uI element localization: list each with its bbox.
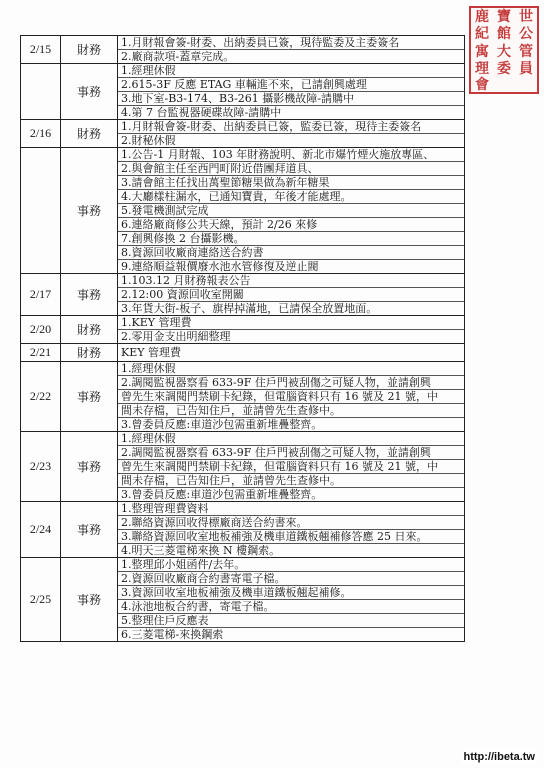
- table-row: [21, 362, 465, 432]
- item-line: 4.大廳樣柱漏水，已通知寶貴，年後才能處理。: [118, 190, 464, 204]
- category-cell: 財務: [61, 36, 118, 64]
- stamp-glyph: 員: [519, 61, 533, 78]
- item-line: 4.第 7 台監視器硬碟故障-請購中: [121, 106, 282, 119]
- table-row: [21, 316, 465, 344]
- item-line: 3.聯絡資源回收室地板補強及機車道鐵板翹補修答應 25 日來。: [118, 530, 464, 544]
- table-row: [21, 432, 465, 502]
- category-cell: 事務: [61, 502, 118, 558]
- item-line: 3.地下室-B3-174、B3-261 攝影機故障-請購中: [118, 92, 464, 106]
- items-cell: [118, 502, 465, 558]
- items-cell: [118, 344, 465, 362]
- item-line: 8.資源回收廠商連絡送合約書: [118, 246, 464, 260]
- date-cell: 2/21: [21, 344, 61, 362]
- category-cell: 事務: [61, 432, 118, 502]
- item-line: KEY 管理費: [121, 346, 182, 359]
- stamp-glyph: 理: [475, 61, 489, 78]
- date-cell: 2/17: [21, 274, 61, 316]
- date-cell: 2/24: [21, 502, 61, 558]
- table-row: [21, 148, 465, 274]
- stamp-glyph: 寶: [497, 8, 511, 25]
- category-cell: 事務: [61, 64, 118, 120]
- category-cell: 事務: [61, 362, 118, 432]
- item-line: 2.調閱監視器察看 633-9F 住戶門被刮傷之可疑人物，並請創興: [118, 446, 464, 460]
- items-cell: [118, 120, 465, 148]
- category-cell: 財務: [61, 120, 118, 148]
- item-line: 2.調閱監視器察看 633-9F 住戶門被刮傷之可疑人物，並請創興: [118, 376, 464, 390]
- items-cell: [118, 64, 465, 120]
- table-row: [21, 64, 465, 120]
- item-line: 曾先生來調閱門禁刷卡紀錄，但電腦資料只有 16 號及 21 號，中: [118, 460, 464, 474]
- table-row: [21, 120, 465, 148]
- date-cell: [21, 64, 61, 120]
- item-line: 間未存檔，已告知住戶，並請曾先生查修中。: [118, 404, 464, 418]
- item-line: 2.12:00 資源回收室開關: [118, 288, 464, 302]
- stamp-glyph: 寓: [475, 43, 489, 60]
- item-line: 2.廠商款項-蓋章完成。: [121, 50, 235, 63]
- item-line: 1.103.12 月財務報表公告: [118, 274, 464, 288]
- item-line: 1.經理休假: [118, 64, 464, 78]
- item-line: 6.三菱電梯-來換鋼索: [121, 628, 224, 641]
- item-line: 曾先生來調閱門禁刷卡紀錄，但電腦資料只有 16 號及 21 號，中: [118, 390, 464, 404]
- item-line: 2.615-3F 反應 ETAG 車輛進不來，已請創興處理: [118, 78, 464, 92]
- item-line: 2.財秘休假: [121, 134, 176, 147]
- item-line: 1.經理休假: [118, 362, 464, 376]
- stamp-glyph: 館: [497, 26, 511, 43]
- item-line: 2.與會館主任至西門町附近借團拜道具、: [118, 162, 464, 176]
- items-cell: [118, 148, 465, 274]
- stamp-glyph: 管: [519, 43, 533, 60]
- table-row: [21, 344, 465, 362]
- stamp-glyph: 鹿: [475, 8, 489, 25]
- stamp-glyph: 委: [497, 61, 511, 78]
- item-line: 1.月財報會簽-財委、出納委員已簽，監委已簽，現待主委簽名: [118, 120, 464, 134]
- table-row: [21, 502, 465, 558]
- stamp-glyph: 公: [519, 26, 533, 43]
- item-line: 3.請會館主任找出萬聖節糖果做為新年糖果: [118, 176, 464, 190]
- stamp-glyph: 大: [497, 43, 511, 60]
- item-line: 1.整理邱小姐函件/去年。: [118, 558, 464, 572]
- item-line: 9.連絡順益報價廢水池水管修復及逆止閥: [121, 260, 319, 273]
- items-cell: [118, 274, 465, 316]
- items-cell: [118, 362, 465, 432]
- items-cell: [118, 36, 465, 64]
- items-cell: [118, 558, 465, 642]
- item-line: 5.整理住戶反應表: [118, 614, 464, 628]
- item-line: 5.發電機測試完成: [118, 204, 464, 218]
- items-cell: [118, 432, 465, 502]
- seal-stamp: [469, 6, 539, 94]
- item-line: 3.曾委員反應:車道沙包需重新堆疊整齊。: [121, 488, 323, 501]
- category-cell: 財務: [61, 316, 118, 344]
- item-line: 3.曾委員反應:車道沙包需重新堆疊整齊。: [121, 418, 323, 431]
- category-cell: 事務: [61, 274, 118, 316]
- date-cell: 2/16: [21, 120, 61, 148]
- item-line: 3.年貨大街-板子、旗桿掉滿地，已請保全放置地面。: [121, 302, 378, 315]
- item-line: 3.資源回收室地板補強及機車道鐵板翹起補修。: [118, 586, 464, 600]
- item-line: 4.明天三菱電梯來換 N 樓鋼索。: [121, 544, 281, 557]
- category-cell: 事務: [61, 558, 118, 642]
- date-cell: 2/23: [21, 432, 61, 502]
- items-cell: [118, 316, 465, 344]
- item-line: 2.零用金支出明細整理: [121, 330, 231, 343]
- watermark-url: http://ibeta.tw: [461, 750, 539, 764]
- category-cell: 財務: [61, 344, 118, 362]
- table-row: [21, 558, 465, 642]
- stamp-glyph: 紀: [475, 26, 489, 43]
- date-cell: 2/25: [21, 558, 61, 642]
- date-cell: 2/20: [21, 316, 61, 344]
- item-line: 1.經理休假: [118, 432, 464, 446]
- date-cell: 2/15: [21, 36, 61, 64]
- stamp-glyph: 會: [475, 77, 489, 93]
- date-cell: 2/22: [21, 362, 61, 432]
- table-row: [21, 274, 465, 316]
- work-log-table: [20, 35, 465, 642]
- item-line: 4.泳池地板合約書，寄電子檔。: [118, 600, 464, 614]
- category-cell: 事務: [61, 148, 118, 274]
- item-line: 2.資源回收廠商合約書寄電子檔。: [118, 572, 464, 586]
- table-row: [21, 36, 465, 64]
- item-line: 7.創興修換 2 台攝影機。: [118, 232, 464, 246]
- item-line: 間未存檔，已告知住戶，並請曾先生查修中。: [118, 474, 464, 488]
- item-line: 1.公告-1 月財報、103 年財務說明、新北市爆竹煙火施放專區、: [118, 148, 464, 162]
- stamp-glyph: 世: [519, 8, 533, 25]
- item-line: 1.KEY 管理費: [118, 316, 464, 330]
- item-line: 2.聯絡資源回收得標廠商送合約書來。: [118, 516, 464, 530]
- item-line: 1.整理管理費資料: [118, 502, 464, 516]
- item-line: 6.連絡廠商修公共天線，預計 2/26 來修: [118, 218, 464, 232]
- item-line: 1.月財報會簽-財委、出納委員已簽，現待監委及主委簽名: [118, 36, 464, 50]
- date-cell: [21, 148, 61, 274]
